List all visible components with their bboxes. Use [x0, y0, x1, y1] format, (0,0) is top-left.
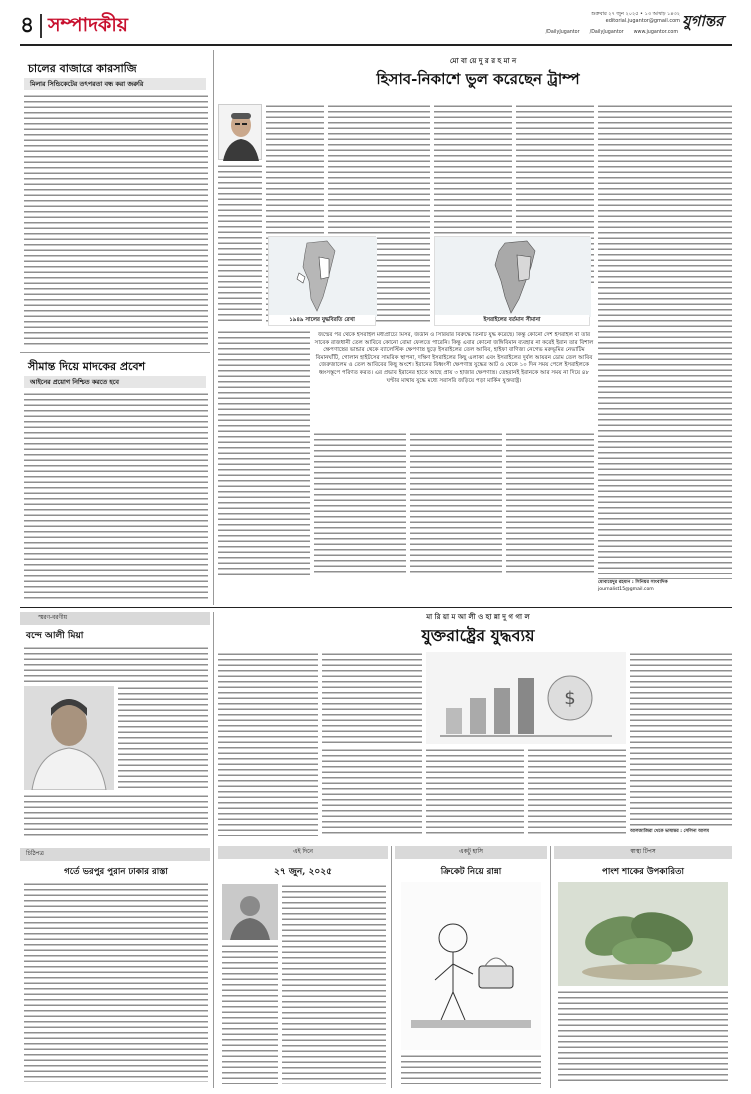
- author-photo: [218, 104, 262, 160]
- second-article-authors: মা রি য়া ম আ লী ও হা ন্না দু গ গা ল: [426, 613, 530, 621]
- map-current: [434, 236, 590, 326]
- health-box: [554, 846, 732, 1088]
- masthead-divider: [40, 14, 42, 38]
- second-col-2: [322, 652, 422, 744]
- editorial-two-body: [24, 392, 208, 602]
- footer-email[interactable]: journalist15@gmail.com: [598, 587, 654, 592]
- editorial-two: [20, 356, 210, 606]
- smile-box: [395, 846, 547, 1088]
- second-article-title: যুক্তরাষ্ট্রের যুদ্ধব্যয়: [421, 626, 535, 645]
- twitter-link[interactable]: /DailyJugantor: [589, 30, 624, 35]
- main-lower-col-3: [410, 432, 502, 576]
- remembrance-label: স্মরণ-বরণীয়: [20, 612, 210, 625]
- date-line: শুক্রবার ২৭ জুন ২০২৫ • ১৩ আষাঢ় ১৪৩২: [591, 11, 680, 17]
- smile-caption: [401, 1054, 541, 1084]
- israel-map-icon: [269, 237, 377, 317]
- smile-title: ক্রিকেট নিয়ে রান্না: [440, 867, 502, 877]
- page-number: ৪: [20, 12, 35, 38]
- letters-label: চিঠিপত্র: [20, 848, 210, 861]
- letters-body: [24, 882, 208, 1082]
- main-col-1-bot: [218, 164, 262, 324]
- health-label: স্বাস্থ্য টিপস: [554, 846, 732, 859]
- editorial-one: [20, 50, 210, 350]
- smile-cartoon: [401, 882, 541, 1050]
- health-list: [558, 990, 728, 1084]
- letters-box: [20, 848, 210, 1088]
- health-title: পাংশ শাকের উপকারিতা: [601, 867, 685, 877]
- this-day-list: [282, 884, 386, 1084]
- second-col-2b: [322, 748, 422, 836]
- this-day-list-2: [222, 944, 278, 1084]
- leafy-greens-icon: [558, 882, 728, 986]
- editorial-two-subtitle: আইনের প্রয়োগ নিশ্চিত করতে হবে: [24, 376, 206, 388]
- facebook-link[interactable]: /DailyJugantor: [545, 30, 580, 35]
- second-article-source: আলজাজিরা থেকে ভাষান্তর : সেলিনা আলম: [630, 828, 732, 836]
- email-link[interactable]: editorial.jugantor@gmail.com: [605, 18, 680, 24]
- section-title: সম্পাদকীয়: [48, 14, 128, 36]
- main-lower-col-2: [314, 432, 406, 576]
- editorial-one-title: চালের বাজারে কারসাজি: [28, 62, 137, 75]
- main-lower-col-4: [506, 432, 594, 576]
- second-illustration: [426, 652, 626, 744]
- masthead: [20, 10, 732, 44]
- newspaper-logo: যুগান্তর: [682, 12, 724, 30]
- website-link[interactable]: www.jugantor.com: [633, 30, 678, 35]
- pull-quote: জন্মের পর থেকে ইসরাইল মধ্যপ্রাচ্যে মিসর, জর্ডান ও সিরিয়ার বিরুদ্ধে তিনটি যুদ্ধ করেছে। কিন্তু কোনো দেশ ইসরাইল বা তার সাবেক রাজধানী তেল আবিবে কোনো বোমা ফেলতে পারেনি। কিন্তু এবার কোনো জঙ্গিবিমান ব্যবহার না করেই ইরান তার বিশাল ক্ষেপণাস্ত্রের ভান্ডার থেকে ব্যালেস্টিক ক্ষেপণাস্ত্র ছুড়ে ইসরাইলের তেল আবিব, হাইফা বাণিজ্য নেগেভ মরুভূমির নেভাটিম বিমানঘাঁটি, গোলান হাইটসের সামরিক স্থাপনা, দক্ষিণ ইসরাইলের কিছু এলাকা এবং ইসরাইলের দুর্বল আয়রন ডোম তেল আবিব জেরুজালেম ও তেল আবিবের কিছু অংশে। ইরানের বিধ্বংসী ক্ষেপণাস্ত্র যুদ্ধের আট ও থেকে ১০ দিন সময় পেলে ইসরাইলকে ধ্বংসস্তূপে পরিণত করত। এর প্রভাব ইরানের হাতে আছে প্রায় ৩ হাজার ক্ষেপণাস্ত্র। তেহরানই ইরানকে আর সময় না দিয়ে ৪৮ ঘণ্টার মাথায় যুদ্ধে মধ্যে সরাসরি জড়িয়ে পড়া মার্কিন যুক্তরাষ্ট্র।: [314, 332, 594, 384]
- second-col-4: [528, 748, 626, 836]
- editorial-one-subtitle: মিলার সিন্ডিকেটের তৎপরতা বন্ধ করা জরুরি: [24, 78, 206, 90]
- main-col-5: [598, 104, 732, 574]
- footer-author: মোবায়েদুর রহমান : সিনিয়র সাংবাদিক: [598, 580, 668, 585]
- second-article: [218, 612, 732, 840]
- map-1949-caption: ১৯৪৯ সালের যুদ্ধবিরতি রেখা: [269, 315, 375, 325]
- editorial-one-body: [24, 94, 208, 346]
- remembrance-name: বন্দে আলী মিয়া: [26, 631, 84, 641]
- second-col-1: [218, 652, 318, 836]
- remembrance-box: [20, 612, 210, 842]
- second-col-3: [426, 748, 524, 836]
- main-article-author: মো বা য়ে দু র র হ মা ন: [449, 57, 517, 65]
- money-stack-icon: [426, 652, 626, 744]
- remembrance-photo: [24, 686, 114, 790]
- remembrance-text-side: [118, 686, 208, 790]
- main-article: [218, 50, 732, 606]
- letters-title: গর্তে ভরপুর পুরান ঢাকার রাস্তা: [64, 867, 168, 877]
- health-photo: [558, 882, 728, 986]
- person-photo-icon: [222, 884, 278, 940]
- smile-label: একটু হাসি: [395, 846, 547, 859]
- map-current-caption: ইসরাইলের বর্তমান সীমানা: [435, 315, 589, 325]
- second-col-5: [630, 652, 732, 836]
- main-lower-col-1: [218, 330, 310, 576]
- this-day-label: এই দিনে: [218, 846, 388, 859]
- remembrance-text-bottom: [24, 794, 208, 838]
- editorial-two-title: সীমান্ত দিয়ে মাদকের প্রবেশ: [28, 360, 146, 373]
- this-day-box: [218, 846, 388, 1088]
- this-day-date: ২৭ জুন, ২০২৫: [274, 867, 332, 877]
- this-day-photo: [222, 884, 278, 940]
- portrait-icon: [24, 686, 114, 790]
- svg-text:$: $: [564, 688, 576, 709]
- main-article-title: হিসাব-নিকাশে ভুল করেছেন ট্রাম্প: [376, 70, 580, 88]
- israel-current-map-icon: [435, 237, 591, 317]
- remembrance-text-top: [24, 646, 208, 682]
- map-1949: [268, 236, 376, 326]
- masthead-rule: [20, 44, 732, 46]
- cartoon-icon: [401, 882, 541, 1050]
- main-article-footer: [598, 578, 732, 598]
- social-bar: [420, 30, 678, 39]
- author-portrait-icon: [219, 105, 263, 161]
